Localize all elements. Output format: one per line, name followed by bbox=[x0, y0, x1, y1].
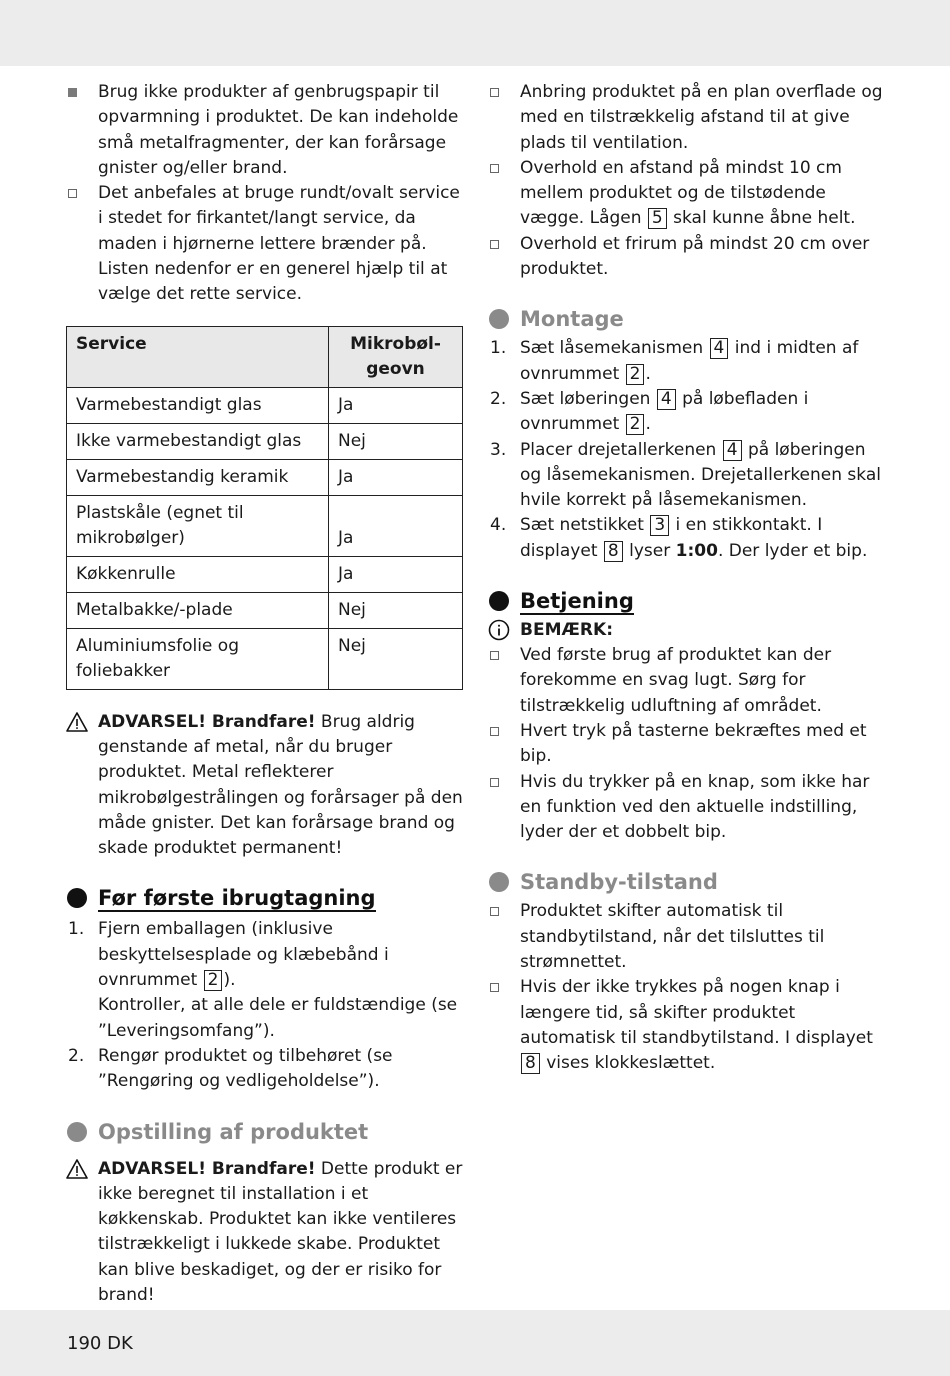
section-heading-operation: Betjening bbox=[488, 586, 888, 616]
square-bullet-icon bbox=[68, 80, 88, 105]
section-heading-setup: Opstilling af produktet bbox=[66, 1117, 466, 1147]
section-dot-icon bbox=[67, 1122, 87, 1142]
list-item bbox=[488, 80, 888, 156]
part-ref: 3 bbox=[650, 515, 669, 536]
section-heading-standby: Standby-tilstand bbox=[488, 867, 888, 897]
list-item bbox=[488, 975, 888, 1076]
checkbox-bullet-icon bbox=[490, 719, 510, 744]
table-row bbox=[67, 459, 463, 495]
list-item bbox=[488, 643, 888, 719]
checkbox-bullet-icon bbox=[490, 80, 510, 105]
bullet-text: Brug ikke produkter af genbrugspapir til opvarmning i produktet. De kan indeholde små metalfragmenter, der kan forårsage gnister og/eller brand. bbox=[98, 82, 459, 178]
header-band bbox=[0, 0, 950, 66]
part-ref: 4 bbox=[723, 440, 742, 461]
list-item bbox=[488, 387, 888, 438]
warning-block bbox=[66, 710, 466, 862]
part-ref: 2 bbox=[626, 364, 645, 385]
bullet-text: Hvis du trykker på en knap, som ikke har en funktion ved den aktuelle indstilling, lyder der et dobbelt bip. bbox=[520, 771, 870, 843]
table-cell: Ikke varmebestandigt glas bbox=[67, 423, 329, 459]
step-number: 1. bbox=[68, 919, 85, 940]
table-cell: Aluminiumsfolie og foliebakker bbox=[67, 628, 329, 689]
note-heading: BEMÆRK: bbox=[488, 618, 888, 643]
step-number: 2. bbox=[68, 1045, 85, 1066]
part-ref: 4 bbox=[710, 338, 729, 359]
section-dot-icon bbox=[489, 591, 509, 611]
warning-block bbox=[66, 1157, 466, 1309]
checkbox-bullet-icon bbox=[68, 181, 88, 206]
column-header-microwave: Mikrobøl-geovn bbox=[329, 326, 463, 387]
list-item bbox=[488, 156, 888, 232]
step-number: 3. bbox=[490, 439, 507, 460]
right-column bbox=[488, 80, 888, 1077]
bullet-text: Hvis der ikke trykkes på nogen knap i længere tid, så skifter produktet automatisk til standbytilstand. I displayet 8 vises klokkeslættet. bbox=[520, 977, 873, 1074]
list-item bbox=[488, 513, 888, 564]
table-cell: Nej bbox=[329, 592, 463, 628]
section-dot-icon bbox=[489, 309, 509, 329]
page-number: 190 DK bbox=[67, 1333, 133, 1354]
table-cell: Nej bbox=[329, 628, 463, 689]
bullet-text: Overhold et frirum på mindst 20 cm over produktet. bbox=[520, 233, 870, 280]
warning-text: Brug aldrig genstande af metal, når du bruger produktet. Metal reflekterer mikrobølgestrålingen og forårsager på den måde gnister. Det kan forårsage brand og skade produktet permanent! bbox=[98, 711, 463, 859]
list-item bbox=[66, 917, 466, 1043]
checkbox-bullet-icon bbox=[490, 899, 510, 924]
part-ref: 8 bbox=[521, 1053, 540, 1074]
checkbox-bullet-icon bbox=[490, 643, 510, 668]
step-text: Fjern emballagen (inklusive beskyttelsesplade og klæbebånd i ovnrummet 2 ). Kontroller, at alle dele er fuldstændige (se ”Leveringsomfang”). bbox=[98, 919, 458, 1041]
left-column bbox=[66, 80, 466, 1308]
section-heading-first-use: Før første ibrugtagning bbox=[66, 883, 466, 913]
warning-text: Dette produkt er ikke beregnet til installation i et køkkenskab. Produktet kan ikke ventileres tilstrækkeligt i lukkede skabe. Produktet kan blive beskadiget, og der er risiko for brand! bbox=[98, 1158, 463, 1306]
footer-band bbox=[0, 1310, 950, 1376]
warning-label: ADVARSEL! Brandfare! bbox=[98, 711, 316, 732]
bullet-text: Produktet skifter automatisk til standbytilstand, når det tilsluttes til strømnettet. bbox=[520, 901, 825, 973]
checkbox-bullet-icon bbox=[490, 975, 510, 1000]
step-text: Sæt netstikket 3 i en stikkontakt. I displayet 8 lyser 1:00. Der lyder et bip. bbox=[520, 515, 868, 561]
checkbox-bullet-icon bbox=[490, 156, 510, 181]
section-dot-icon bbox=[489, 872, 509, 892]
list-item bbox=[66, 80, 466, 181]
part-ref: 2 bbox=[626, 414, 645, 435]
bullet-text: Hvert tryk på tasterne bekræftes med et bip. bbox=[520, 720, 867, 767]
bullet-text: Anbring produktet på en plan overflade og med en tilstrækkelig afstand til at give plads til ventilation. bbox=[520, 82, 883, 153]
step-text: Rengør produktet og tilbehøret (se ”Rengøring og vedligeholdelse”). bbox=[98, 1045, 393, 1092]
warning-triangle-icon bbox=[66, 712, 88, 740]
service-table bbox=[66, 326, 463, 690]
part-ref: 5 bbox=[648, 208, 667, 229]
table-row bbox=[67, 423, 463, 459]
checkbox-bullet-icon bbox=[490, 232, 510, 257]
table-row bbox=[67, 495, 463, 556]
table-cell: Ja bbox=[329, 459, 463, 495]
step-number: 1. bbox=[490, 338, 507, 359]
column-header-service: Service bbox=[67, 326, 329, 387]
list-item bbox=[488, 232, 888, 283]
part-ref: 4 bbox=[657, 389, 676, 410]
list-item bbox=[488, 770, 888, 846]
table-cell: Ja bbox=[329, 556, 463, 592]
table-cell: Plastskåle (egnet til mikrobølger) bbox=[67, 495, 329, 556]
step-text: Sæt låsemekanismen 4 ind i midten af ovnrummet 2 . bbox=[520, 338, 859, 384]
step-text: Placer drejetallerkenen 4 på løberingen og låsemekanismen. Drejetallerkenen skal hvile korrekt på låsemekanismen. bbox=[520, 439, 881, 511]
part-ref: 8 bbox=[604, 541, 623, 562]
table-cell: Ja bbox=[329, 495, 463, 556]
step-number: 4. bbox=[490, 515, 507, 536]
table-row bbox=[67, 628, 463, 689]
table-row bbox=[67, 387, 463, 423]
bullet-text: Det anbefales at bruge rundt/ovalt service i stedet for firkantet/langt service, da maden i hjørnerne lettere brænder på. Listen nedenfor er en generel hjælp til at vælge det rette service. bbox=[98, 183, 460, 305]
table-row bbox=[67, 556, 463, 592]
list-item bbox=[66, 181, 466, 307]
warning-triangle-icon bbox=[66, 1159, 88, 1187]
table-cell: Varmebestandigt glas bbox=[67, 387, 329, 423]
list-item bbox=[488, 899, 888, 975]
step-number: 2. bbox=[490, 388, 507, 409]
table-cell: Ja bbox=[329, 387, 463, 423]
bullet-text: Ved første brug af produktet kan der forekomme en svag lugt. Sørg for tilstrækkelig udluftning af området. bbox=[520, 645, 832, 716]
section-dot-icon bbox=[67, 888, 87, 908]
table-cell: Metalbakke/-plade bbox=[67, 592, 329, 628]
part-ref: 2 bbox=[204, 970, 223, 991]
table-cell: Køkkenrulle bbox=[67, 556, 329, 592]
table-cell: Nej bbox=[329, 423, 463, 459]
list-item bbox=[488, 438, 888, 514]
list-item bbox=[488, 336, 888, 387]
list-item bbox=[66, 1044, 466, 1095]
bullet-text: Overhold en afstand på mindst 10 cm mellem produktet og de tilstødende vægge. Lågen 5 skal kunne åbne helt. bbox=[520, 157, 856, 229]
list-item bbox=[488, 719, 888, 770]
section-heading-montage: Montage bbox=[488, 304, 888, 334]
step-text: Sæt løberingen 4 på løbefladen i ovnrummet 2 . bbox=[520, 388, 809, 435]
table-row bbox=[67, 592, 463, 628]
table-header-row bbox=[67, 326, 463, 387]
checkbox-bullet-icon bbox=[490, 770, 510, 795]
table-cell: Varmebestandig keramik bbox=[67, 459, 329, 495]
warning-label: ADVARSEL! Brandfare! bbox=[98, 1158, 316, 1179]
